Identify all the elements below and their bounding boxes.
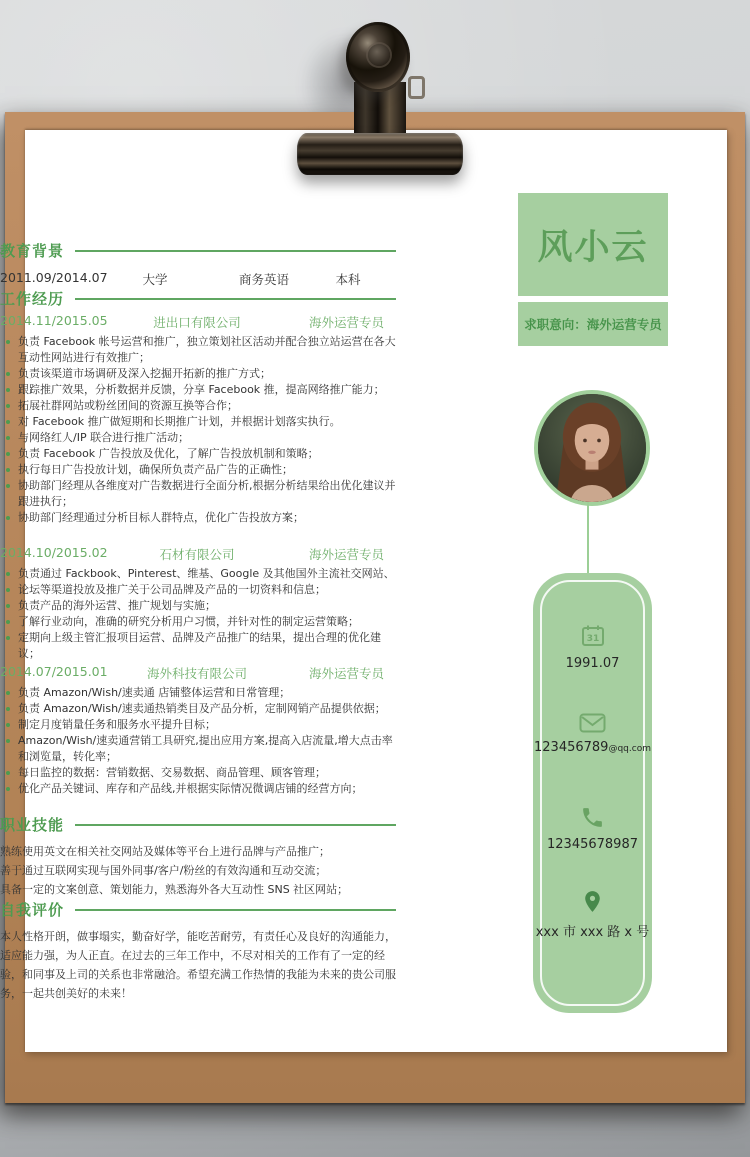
self-evaluation-title: 自我评价 [0, 901, 65, 919]
skills-title: 职业技能 [0, 816, 65, 834]
binder-clip-bar [297, 133, 463, 175]
photo-connector-line [587, 502, 589, 574]
birthday-value: 1991.07 [565, 656, 620, 671]
job-role: 海外运营专员 [308, 547, 384, 562]
phone-value: 12345678987 [547, 837, 638, 852]
job-bullet-list [0, 685, 396, 797]
section-self-evaluation [0, 899, 396, 1003]
bullet-item: 负责该渠道市场调研及深入挖掘开拓新的推广方式； [18, 366, 396, 382]
education-school: 大学 [142, 272, 168, 287]
education-row [0, 270, 396, 287]
skill-line: 熟练使用英文在相关社交网站及媒体等平台上进行品牌与产品推广； [0, 845, 330, 858]
bullet-item: 负责 Amazon/Wish/速卖通 店铺整体运营和日常管理； [18, 685, 396, 701]
skill-line: 善于通过互联网实现与国外同事/客户/粉丝的有效沟通和互动交流； [0, 864, 327, 877]
profile-photo [534, 390, 650, 506]
bullet-item: 负责 Amazon/Wish/速卖通热销类目及产品分析，定制网销产品提供依据； [18, 701, 396, 717]
bullet-item: 执行每日广告投放计划，确保所负责产品广告的正确性； [18, 462, 396, 478]
bullet-item: 每日监控的数据：营销数据、交易数据、商品管理、顾客管理； [18, 765, 396, 781]
binder-clip-ring [346, 22, 410, 92]
bullet-item: 负责通过 Fackbook、Pinterest、维基、Google 及其他国外主流社交网站、 [18, 567, 395, 580]
education-title: 教育背景 [0, 242, 65, 260]
section-divider-line [75, 824, 396, 826]
mail-icon [579, 713, 606, 733]
section-education [0, 240, 396, 287]
bullet-item: 了解行业动向，准确的研究分析用户习惯，并针对性的制定运营策略； [18, 614, 396, 630]
contact-birthday [533, 623, 652, 671]
job-intention-banner [518, 302, 668, 346]
job-role: 海外运营专员 [308, 315, 384, 330]
job-period: 2014.11/2015.05 [0, 313, 108, 328]
education-major: 商务英语 [238, 272, 289, 287]
job-header [0, 313, 396, 330]
contact-card [533, 573, 652, 1013]
contact-address [533, 889, 652, 940]
calendar-icon [580, 623, 606, 649]
bullet-item: 与网络红人/IP 联合进行推广活动； [18, 430, 396, 446]
phone-icon [580, 805, 605, 830]
bullet-item: 负责产品的海外运营、推广规划与实施； [18, 598, 396, 614]
education-period: 2011.09/2014.07 [0, 270, 108, 285]
skill-line: 具备一定的文案创意、策划能力，熟悉海外各大互动性 SNS 社区网站； [0, 883, 349, 896]
job-period: 2014.10/2015.02 [0, 545, 108, 560]
bullet-item: 跟踪推广效果，分析数据并反馈，分享 Facebook 推，提高网络推广能力； [18, 382, 396, 398]
section-divider-line [75, 909, 396, 911]
section-work-experience [0, 288, 396, 309]
section-skills [0, 814, 396, 899]
job-entry-2 [0, 545, 396, 662]
bullet-item: 协助部门经理通过分析目标人群特点，优化广告投放方案； [18, 510, 396, 526]
job-entry-1 [0, 313, 396, 526]
education-degree: 本科 [335, 272, 361, 287]
name-banner [518, 193, 668, 296]
job-header [0, 664, 396, 681]
bullet-item: 定期向上级主管汇报项目运营、品牌及产品推广的结果，提出合理的优化建议； [18, 630, 396, 662]
self-evaluation-text: 本人性格开朗，做事塌实，勤奋好学，能吃苦耐劳，有责任心及良好的沟通能力，适应能力强，为人正直。在过去的三年工作中，不尽对相关的工作有了一定的经验，和同事及上司的关系也非常融洽。希望充满工作热情的我能为未来的贵公司服务，一起共创美好的未来！ [0, 930, 396, 1000]
bullet-item: 论坛等渠道投放及推广关于公司品牌及产品的一切资料和信息； [18, 582, 396, 598]
job-intention-text: 求职意向：海外运营专员 [524, 317, 662, 332]
job-header [0, 545, 396, 562]
job-entry-3 [0, 664, 396, 797]
bullet-item: 制定月度销量任务和服务水平提升目标； [18, 717, 396, 733]
work-title: 工作经历 [0, 290, 65, 308]
contact-phone [533, 805, 652, 852]
contact-email [533, 713, 652, 755]
job-company: 进出口有限公司 [153, 315, 241, 330]
binder-clip-lever [408, 76, 425, 99]
job-company: 海外科技有限公司 [146, 666, 247, 681]
job-company: 石材有限公司 [159, 547, 235, 562]
job-bullet-list [0, 334, 396, 526]
location-icon [580, 889, 605, 914]
bullet-item: 协助部门经理从各维度对广告数据进行全面分析,根据分析结果给出优化建议并跟进执行； [18, 479, 396, 508]
binder-clip-hole [368, 44, 390, 66]
job-role: 海外运营专员 [308, 666, 384, 681]
candidate-name: 风小云 [537, 227, 649, 268]
section-divider-line [75, 250, 396, 252]
portrait-placeholder [538, 394, 646, 502]
email-value: 123456789@qq.com [534, 740, 651, 755]
bullet-item: 优化产品关键词、库存和产品线,并根据实际情况微调店铺的经营方向； [18, 781, 396, 797]
bullet-item: Amazon/Wish/速卖通营销工具研究,提出应用方案,提高入店流量,增大点击率和浏览量，转化率； [18, 733, 396, 765]
svg-text:31: 31 [586, 634, 599, 644]
section-divider-line [75, 298, 396, 300]
job-period: 2014.07/2015.01 [0, 664, 108, 679]
address-value: xxx 市 xxx 路 x 号 [535, 925, 650, 940]
bullet-item: 对 Facebook 推广做短期和长期推广计划，并根据计划落实执行。 [18, 414, 396, 430]
bullet-item: 负责 Facebook 帐号运营和推广，独立策划社区活动并配合独立站运营在各大互动性网站进行有效推广； [18, 335, 396, 364]
job-bullet-list [0, 566, 396, 662]
bullet-item: 拓展社群网站或粉丝团间的资源互换等合作； [18, 398, 396, 414]
bullet-item: 负责 Facebook 广告投放及优化，了解广告投放机制和策略； [18, 446, 396, 462]
